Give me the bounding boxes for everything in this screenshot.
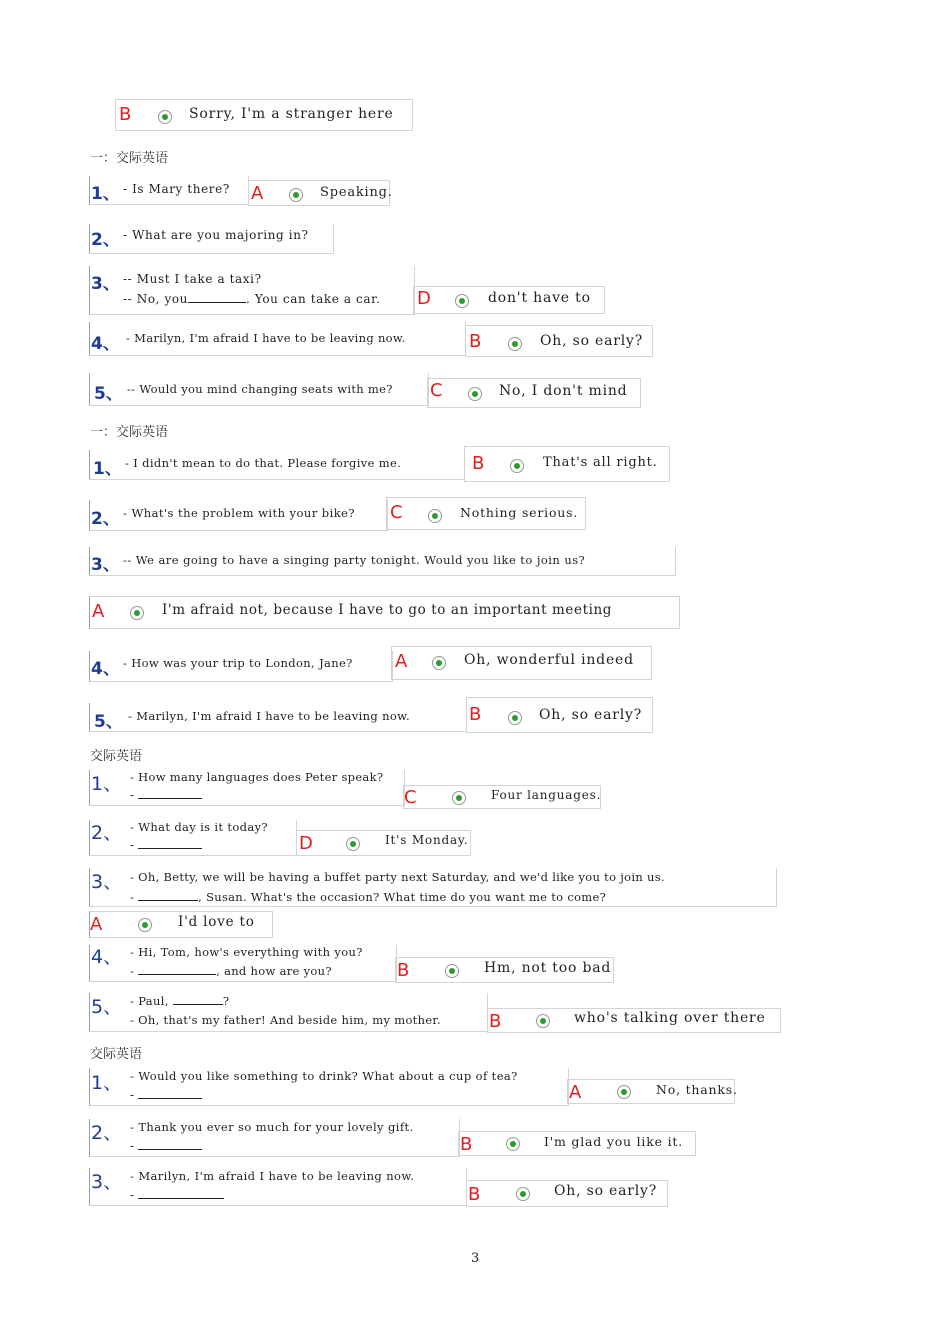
radio-selected-icon[interactable] <box>432 656 446 670</box>
answer-blank: - <box>130 838 202 852</box>
question-number: 5、 <box>94 712 123 732</box>
answer-text: It's Monday. <box>385 833 469 847</box>
radio-selected-icon[interactable] <box>508 337 522 351</box>
question-text: - What's the problem with your bike? <box>123 506 356 520</box>
radio-selected-icon[interactable] <box>445 964 459 978</box>
answer-blank: - <box>130 1188 224 1202</box>
question-number: 4、 <box>91 659 120 679</box>
question-number: 2、 <box>91 509 120 529</box>
section-title: 交际英语 <box>90 1047 143 1062</box>
answer-letter: C <box>430 380 443 401</box>
answer-letter: D <box>417 288 431 309</box>
radio-selected-icon[interactable] <box>455 294 469 308</box>
answer-text: Speaking. <box>320 185 393 200</box>
section-title: 一：交际英语 <box>90 425 169 440</box>
radio-selected-icon[interactable] <box>428 509 442 523</box>
blank-line[interactable] <box>138 1198 224 1199</box>
answer-box <box>458 1131 696 1156</box>
answer-box <box>386 497 586 530</box>
answer-letter: A <box>92 601 105 622</box>
question-number: 2、 <box>91 230 120 250</box>
answer-text: Four languages. <box>491 788 602 802</box>
answer-blank: - <box>130 1088 202 1102</box>
question-number: 2、 <box>91 822 123 844</box>
answer-letter: A <box>251 183 264 204</box>
answer-letter: C <box>404 787 417 808</box>
question-number: 3、 <box>91 274 120 294</box>
answer-text: No, I don't mind <box>499 383 628 399</box>
answer-letter: B <box>119 104 132 125</box>
question-number: 3、 <box>91 555 120 575</box>
answer-text: That's all right. <box>543 455 658 470</box>
radio-selected-icon[interactable] <box>289 188 303 202</box>
answer-text: who's talking over there <box>574 1010 766 1026</box>
answer-letter: A <box>569 1082 582 1103</box>
answer-text: Oh, wonderful indeed <box>464 652 634 668</box>
radio-selected-icon[interactable] <box>468 387 482 401</box>
question-number: 1、 <box>91 1072 123 1094</box>
question-number: 1、 <box>91 773 123 795</box>
answer-box <box>567 1079 738 1104</box>
question-text: - Marilyn, I'm afraid I have to be leaving now. <box>126 331 406 345</box>
blank-line[interactable] <box>138 848 202 849</box>
section-title: 一：交际英语 <box>90 151 169 166</box>
answer-box <box>464 446 670 482</box>
answer-letter: B <box>468 1184 481 1205</box>
answer-text: I'm afraid not, because I have to go to an important meeting <box>162 602 613 618</box>
answer-letter: C <box>390 502 403 523</box>
answer-text: I'm glad you like it. <box>544 1134 683 1149</box>
answer-text: Oh, so early? <box>540 333 644 349</box>
answer-box <box>403 785 601 809</box>
blank-line[interactable] <box>138 900 198 901</box>
question-text: - Oh, Betty, we will be having a buffet party next Saturday, and we'd like you to join us. <box>130 870 665 884</box>
answer-text: Oh, so early? <box>539 707 643 723</box>
answer-box-top <box>115 99 413 131</box>
question-text: - Paul, ? <box>130 994 230 1008</box>
answer-box <box>466 1180 668 1207</box>
question-text: -- Must I take a taxi? <box>123 272 262 286</box>
answer-box <box>466 697 653 733</box>
question-text: - What are you majoring in? <box>123 228 309 242</box>
answer-box <box>487 1008 781 1033</box>
question-number: 5、 <box>91 996 123 1018</box>
question-text: - How many languages does Peter speak? <box>130 770 384 784</box>
answer-box <box>296 830 471 856</box>
answer-letter: D <box>299 833 313 854</box>
radio-selected-icon[interactable] <box>536 1014 550 1028</box>
question-text: -- We are going to have a singing party tonight. Would you like to join us? <box>123 553 586 567</box>
question-text: - Thank you ever so much for your lovely gift. <box>130 1120 414 1134</box>
answer-blank: - <box>130 1139 202 1153</box>
answer-text: Nothing serious. <box>460 505 579 520</box>
answer-text: Hm, not too bad <box>484 960 612 976</box>
answer-letter: B <box>472 453 485 474</box>
answer-letter: B <box>469 704 482 725</box>
page-number: 3 <box>471 1251 480 1266</box>
answer-letter: B <box>460 1134 473 1155</box>
question-line-2: - , and how are you? <box>130 964 332 978</box>
answer-text: Sorry, I'm a stranger here <box>189 106 394 122</box>
blank-line[interactable] <box>138 974 216 975</box>
answer-box <box>89 596 680 629</box>
question-number: 4、 <box>91 946 123 968</box>
blank-line[interactable] <box>138 1149 202 1150</box>
question-line-2: - Oh, that's my father! And beside him, my mother. <box>130 1013 441 1027</box>
answer-box <box>395 957 614 983</box>
radio-selected-icon[interactable] <box>158 110 172 124</box>
question-number: 1、 <box>93 459 122 479</box>
answer-letter: B <box>489 1011 502 1032</box>
section-title: 交际英语 <box>90 749 143 764</box>
question-text: - What day is it today? <box>130 820 268 834</box>
answer-blank: - <box>130 788 202 802</box>
question-number: 3、 <box>91 1171 123 1193</box>
question-text: - Marilyn, I'm afraid I have to be leaving now. <box>130 1169 415 1183</box>
radio-selected-icon[interactable] <box>130 606 144 620</box>
blank-line[interactable] <box>188 302 246 303</box>
answer-box <box>89 911 273 938</box>
answer-box <box>465 325 653 357</box>
radio-selected-icon[interactable] <box>346 837 360 851</box>
question-text: - Hi, Tom, how's everything with you? <box>130 945 363 959</box>
blank-line[interactable] <box>138 798 202 799</box>
radio-selected-icon[interactable] <box>138 918 152 932</box>
radio-selected-icon[interactable] <box>452 791 466 805</box>
question-text: -- Would you mind changing seats with me? <box>127 382 393 396</box>
radio-selected-icon[interactable] <box>508 711 522 725</box>
radio-selected-icon[interactable] <box>506 1137 520 1151</box>
radio-selected-icon[interactable] <box>617 1085 631 1099</box>
blank-line[interactable] <box>138 1098 202 1099</box>
answer-text: No, thanks. <box>656 1082 738 1097</box>
answer-letter: A <box>395 651 408 672</box>
question-text: - I didn't mean to do that. Please forgive me. <box>125 456 402 470</box>
question-text: - Is Mary there? <box>123 182 230 196</box>
radio-selected-icon[interactable] <box>516 1187 530 1201</box>
question-text: - Marilyn, I'm afraid I have to be leaving now. <box>128 709 410 723</box>
answer-letter: A <box>90 914 103 935</box>
question-text: - How was your trip to London, Jane? <box>123 656 353 670</box>
question-number: 4、 <box>91 334 120 354</box>
answer-box <box>391 646 652 680</box>
answer-letter: B <box>469 331 482 352</box>
blank-line[interactable] <box>173 1004 223 1005</box>
answer-box <box>248 180 393 206</box>
question-number: 2、 <box>91 1122 123 1144</box>
question-line-2: - , Susan. What's the occasion? What time do you want me to come? <box>130 890 607 904</box>
question-number: 3、 <box>91 871 123 893</box>
question-number: 1、 <box>91 184 120 204</box>
radio-selected-icon[interactable] <box>510 459 524 473</box>
answer-text: I'd love to <box>178 914 255 930</box>
question-line-2: -- No, you . You can take a car. <box>123 292 381 306</box>
answer-box <box>427 378 641 408</box>
answer-box <box>413 286 605 314</box>
answer-text: Oh, so early? <box>554 1183 658 1199</box>
question-text: - Would you like something to drink? What about a cup of tea? <box>130 1069 518 1083</box>
question-number: 5、 <box>94 384 123 404</box>
answer-text: don't have to <box>488 290 591 306</box>
answer-letter: B <box>397 960 410 981</box>
